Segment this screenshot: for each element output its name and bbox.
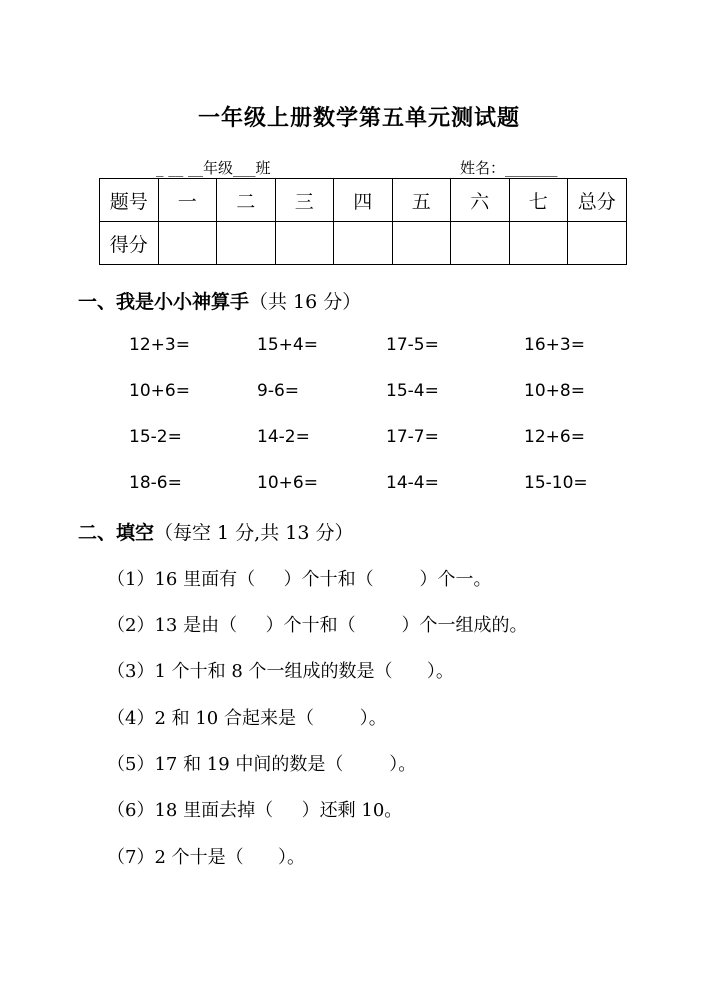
section2-note: （每空 1 分,共 13 分） bbox=[154, 522, 354, 544]
section2-title: 二、填空 bbox=[78, 522, 155, 544]
fill-blank-item: （2）13 是由（ ）个十和（ ）个一组成的。 bbox=[107, 615, 528, 636]
section2-heading bbox=[78, 518, 353, 545]
calc-problem: 16+3= bbox=[524, 335, 585, 355]
score-header-cell: 七 bbox=[509, 179, 568, 222]
score-row-label: 得分 bbox=[100, 222, 159, 265]
calc-problem: 14-4= bbox=[386, 473, 439, 493]
name-field: 姓名：_______ bbox=[460, 159, 558, 177]
page-title: 一年级上册数学第五单元测试题 bbox=[197, 105, 520, 131]
score-cell[interactable] bbox=[158, 222, 217, 265]
score-table-score-row bbox=[100, 222, 627, 265]
score-header-cell: 六 bbox=[451, 179, 510, 222]
calc-problem: 17-5= bbox=[386, 335, 439, 355]
score-cell[interactable] bbox=[392, 222, 451, 265]
score-header-cell: 四 bbox=[334, 179, 393, 222]
section1-heading bbox=[78, 287, 361, 314]
calc-problem: 17-7= bbox=[386, 427, 439, 447]
calc-problem: 14-2= bbox=[257, 427, 310, 447]
fill-blank-item: （4）2 和 10 合起来是（ ）。 bbox=[107, 708, 387, 729]
fill-blank-item: （7）2 个十是（ ）。 bbox=[107, 847, 305, 868]
score-header-cell: 总分 bbox=[568, 179, 627, 222]
calc-problem: 9-6= bbox=[257, 381, 300, 401]
score-table-header-row bbox=[100, 179, 627, 222]
calc-problem: 15+4= bbox=[257, 335, 318, 355]
grade-class-field: _ __ __年级___班 bbox=[156, 159, 271, 177]
section1-note: （共 16 分） bbox=[249, 291, 362, 313]
calc-problem: 15-10= bbox=[524, 473, 588, 493]
section1-title: 一、我是小小神算手 bbox=[78, 291, 250, 313]
score-header-cell: 五 bbox=[392, 179, 451, 222]
score-cell[interactable] bbox=[568, 222, 627, 265]
score-header-cell: 二 bbox=[217, 179, 276, 222]
fill-blank-item: （6）18 里面去掉（ ）还剩 10。 bbox=[107, 800, 403, 821]
score-table bbox=[99, 178, 627, 265]
fill-blank-item: （3）1 个十和 8 个一组成的数是（ ）。 bbox=[107, 661, 454, 682]
calc-problem: 12+6= bbox=[524, 427, 585, 447]
calc-problem: 15-4= bbox=[386, 381, 439, 401]
fill-blank-item: （5）17 和 19 中间的数是（ ）。 bbox=[107, 754, 417, 775]
score-cell[interactable] bbox=[451, 222, 510, 265]
fill-blank-item: （1）16 里面有（ ）个十和（ ）个一。 bbox=[107, 569, 492, 590]
score-cell[interactable] bbox=[334, 222, 393, 265]
score-header-cell: 一 bbox=[158, 179, 217, 222]
calc-problem: 10+6= bbox=[257, 473, 318, 493]
score-header-cell: 题号 bbox=[100, 179, 159, 222]
score-header-cell: 三 bbox=[275, 179, 334, 222]
calc-problem: 15-2= bbox=[129, 427, 182, 447]
calc-problem: 12+3= bbox=[129, 335, 190, 355]
calc-problem: 10+8= bbox=[524, 381, 585, 401]
score-cell[interactable] bbox=[509, 222, 568, 265]
calc-problem: 10+6= bbox=[129, 381, 190, 401]
score-cell[interactable] bbox=[217, 222, 276, 265]
calc-problem: 18-6= bbox=[129, 473, 182, 493]
score-cell[interactable] bbox=[275, 222, 334, 265]
